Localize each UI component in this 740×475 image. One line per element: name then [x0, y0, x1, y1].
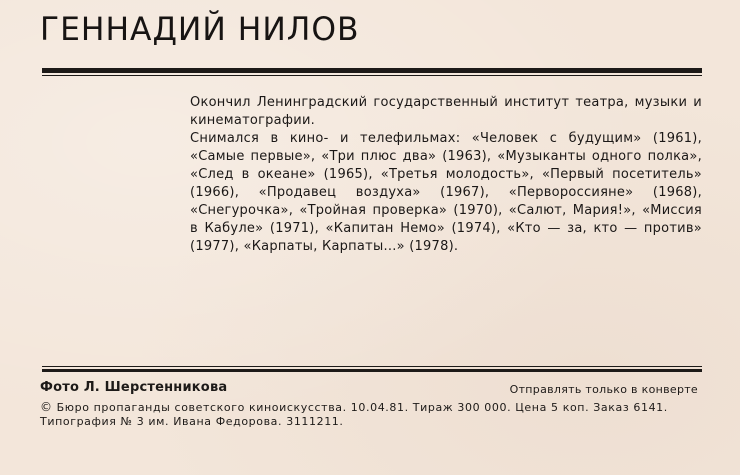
imprint-line-2: Типография № 3 им. Ивана Федорова. 3111211. [40, 415, 344, 428]
imprint-line-1 [40, 400, 668, 414]
biography-block [190, 94, 702, 256]
actor-name-heading: ГЕННАДИЙ НИЛОВ [40, 10, 360, 48]
filmography-paragraph: Снимался в кино- и телефильмах: «Человек с будущим» (1961), «Самые первые», «Три плюс два» (1963), «Музыканты одного полка», «След в океане» (1965), «Третья молодость», «Первый посетитель» (1966), «Продавец воздуха» (1967), «Первороссияне» (1968), «Снегурочка», «Тройная проверка» (1970), «Салют, Мария!», «Миссия в Кабуле» (1971), «Капитан Немо» (1974), «Кто — за, кто — против» (1977), «Карпаты, Карпаты...» (1978). [190, 131, 702, 254]
photo-credit: Фото Л. Шерстенникова [40, 380, 228, 395]
bottom-thick-rule [42, 369, 702, 372]
education-paragraph: Окончил Ленинградский государственный институт театра, музыки и кинематографии. [190, 95, 702, 128]
bottom-thin-rule [42, 366, 702, 367]
imprint-line-1-text: Бюро пропаганды советского киноискусства. 10.04.81. Тираж 300 000. Цена 5 коп. Заказ 6141. [56, 401, 668, 414]
top-thin-rule [42, 75, 702, 76]
copyright-symbol: © [40, 400, 53, 414]
top-thick-rule [42, 68, 702, 73]
envelope-note: Отправлять только в конверте [509, 383, 698, 396]
